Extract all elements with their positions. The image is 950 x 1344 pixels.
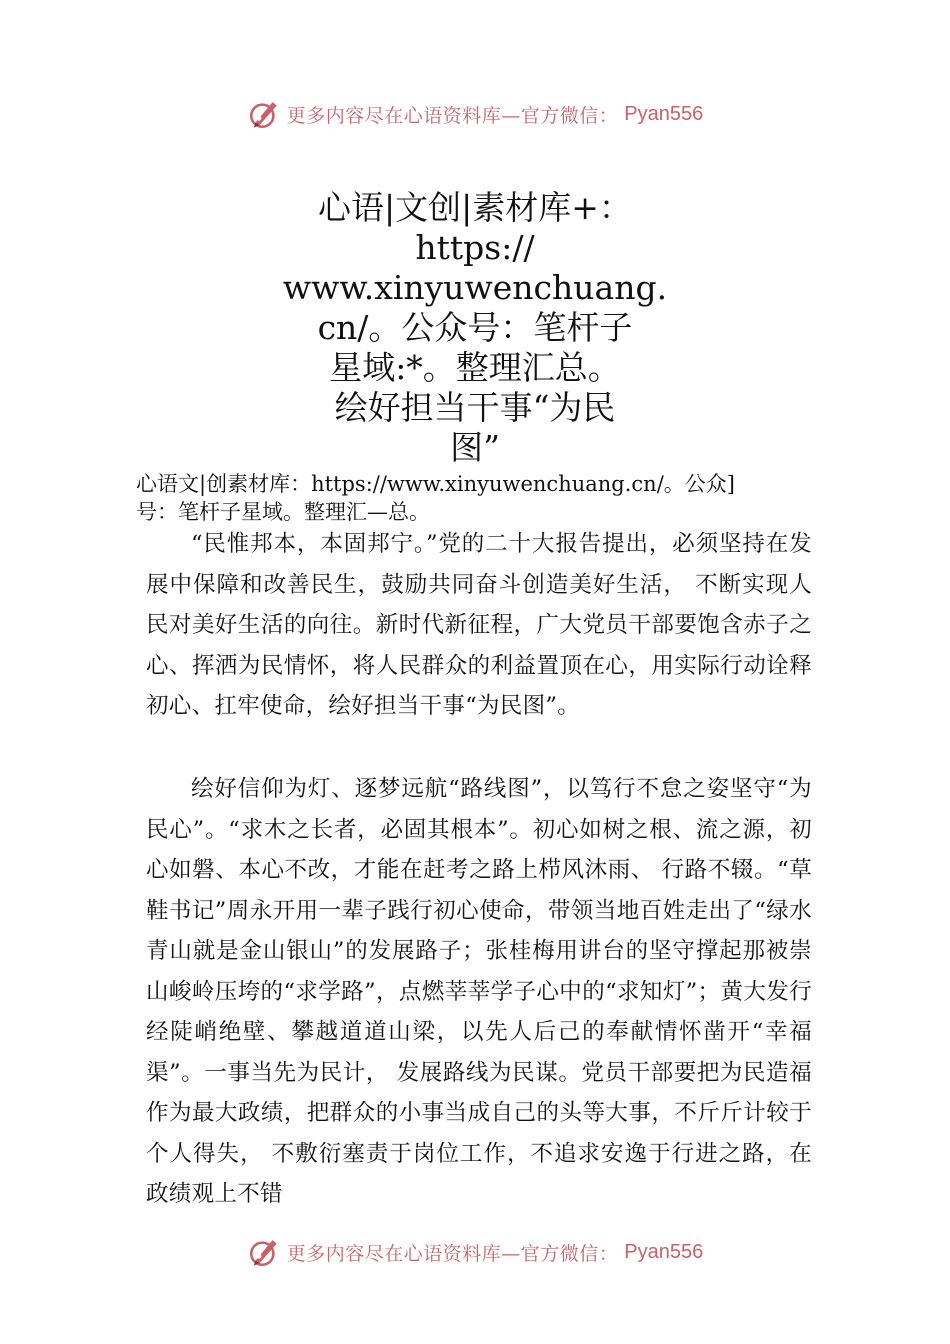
- document-title: [0, 188, 950, 468]
- watermark-handle: Pyan556: [624, 102, 704, 125]
- subheader-line-1: 心语文|创素材库：https://www.xinyuwenchuang.cn/。公众]: [136, 472, 735, 496]
- watermark-banner-top: [0, 94, 950, 134]
- watermark-text: 更多内容尽在心语资料库—官方微信：: [286, 104, 619, 127]
- pen-logo-icon: [247, 97, 281, 131]
- pen-logo-icon: [247, 1235, 281, 1269]
- title-line: 图”: [450, 428, 500, 467]
- paragraph-text: 绘好信仰为灯、逐梦远航“路线图”，以笃行不怠之姿坚守“为民心”。“求木之长者，必固其根本”。初心如树之根、流之源，初心如磐、本心不改，才能在赶考之路上栉风沐雨、 行路不辍。“草鞋书记”周永开用一辈子践行初心使命，带领当地百姓走出了“绿水青山就是金山银山”的发展路子；张桂梅用讲台的坚守撑起那被崇山峻岭压垮的“求学路”，点燃莘莘学子心中的“求知灯”；黄大发行经陡峭绝壁、攀越道道山梁，以先人后己的奉献情怀凿开“幸福渠”。一事当先为民计， 发展路线为民谋。党员干部要把为民造福作为最大政绩，把群众的小事当成自己的头等大事，不斤斤计较于个人得失， 不敷衍塞责于岗位工作，不追求安逸于行进之路，在政绩观上不错: [146, 776, 812, 1207]
- title-line: 绘好担当干事“为民: [334, 388, 616, 427]
- watermark-text: 更多内容尽在心语资料库—官方微信：: [286, 1242, 619, 1265]
- title-line: www.xinyuwenchuang.: [282, 268, 668, 307]
- title-line: cn/。公众号：笔杆子: [317, 308, 633, 347]
- title-line: 星域:*。整理汇总。: [329, 348, 621, 387]
- body-paragraph-2: [146, 769, 812, 1215]
- body-paragraph-1: [146, 524, 812, 727]
- watermark-banner-bottom: [0, 1232, 950, 1272]
- subheader-line-2: 号：笔杆子星域。整理汇—总。: [136, 500, 430, 524]
- watermark-handle: Pyan556: [624, 1240, 704, 1263]
- title-line: https://: [415, 228, 535, 267]
- paragraph-text: “民惟邦本，本固邦宁。”党的二十大报告提出，必须坚持在发展中保障和改善民生，鼓励共同奋斗创造美好生活， 不断实现人民对美好生活的向往。新时代新征程，广大党员干部要饱含赤子之心、挥洒为民情怀，将人民群众的利益置顶在心，用实际行动诠释初心、扛牢使命，绘好担当干事“为民图”。: [146, 531, 812, 719]
- title-line: 心语|文创|素材库+：: [318, 188, 632, 227]
